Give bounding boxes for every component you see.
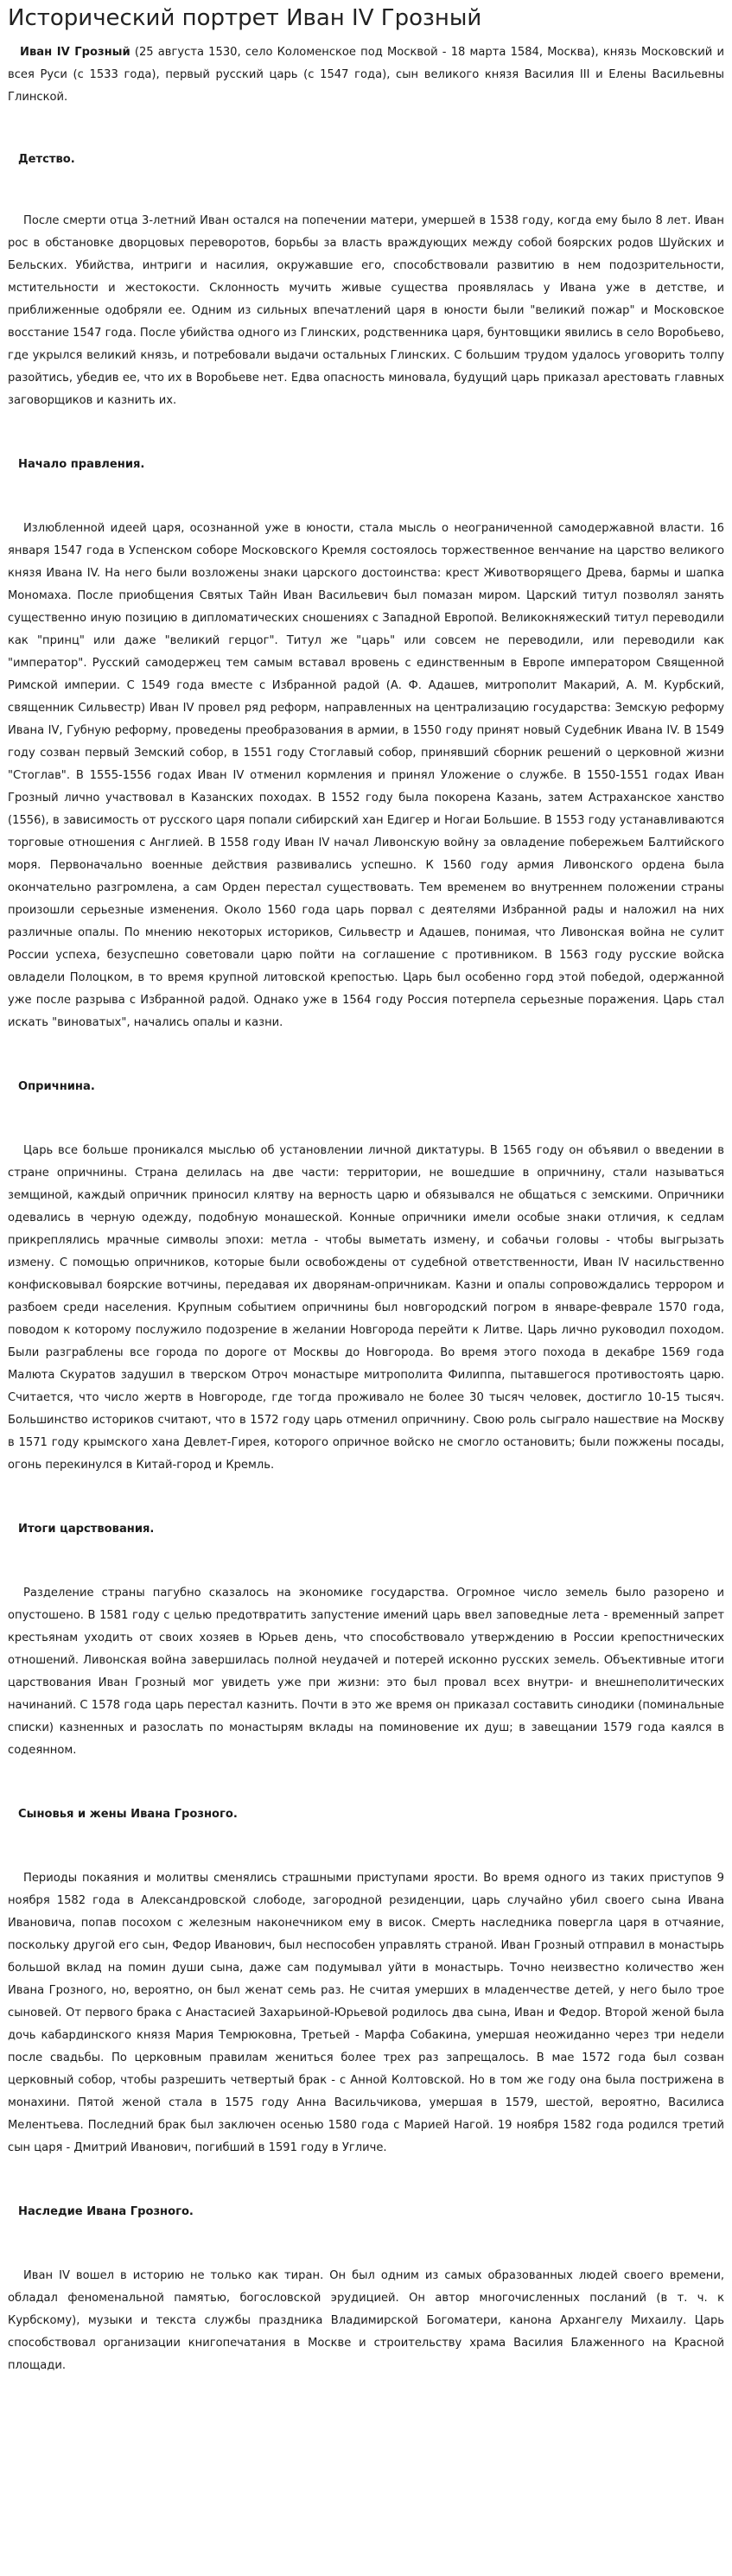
section-paragraph-oprichnina: Царь все больше проникался мыслью об установлении личной диктатуры. В 1565 году он объявил о введении в стране опричнины. Страна делилась на две части: территории, не вошедшие в опричнину, стали называться земщиной, каждый опричник приносил клятву на верность царю и обязывался не общаться с земскими. Опричники одевались в черную одежду, подобную монашеской. Конные опричники имели особые знаки отличия, к седлам прикреплялись мрачные символы эпохи: метла - чтобы выметать измену, и собачьи головы - чтобы выгрызать измену. С помощью опричников, которые были освобождены от судебной ответственности, Иван IV насильственно конфисковывал боярские вотчины, передавая их дворянам-опричникам. Казни и опалы сопровождались террором и разбоем среди населения. Крупным событием опричнины был новгородский погром в январе-феврале 1570 года, поводом к которому послужило подозрение в желании Новгорода перейти к Литве. Царь лично руководил походом. Были разграблены все города по дороге от Москвы до Новгорода. Во время этого похода в декабре 1569 года Малюта Скуратов задушил в тверском Отроч монастыре митрополита Филиппа, пытавшегося противостоять царю. Считается, что число жертв в Новгороде, где тогда проживало не более 30 тысяч человек, достигло 10-15 тысяч. Большинство историков считают, что в 1572 году царь отменил опричнину. Свою роль сыграло нашествие на Москву в 1571 году крымского хана Девлет-Гирея, которого опричное войско не смогло остановить; были пожжены посады, огонь перекинулся в Китай-город и Кремль.: [8, 1144, 724, 1472]
section-heading-results: Итоги царствования.: [18, 1523, 155, 1536]
section-paragraph-family: Периоды покаяния и молитвы сменялись страшными приступами ярости. Во время одного из таких приступов 9 ноября 1582 года в Александровской слободе, загородной резиденции, царь случайно убил своего сына Ивана Ивановича, попав посохом с железным наконечником ему в висок. Смерть наследника повергла царя в отчаяние, поскольку другой его сын, Федор Иванович, был неспособен управлять страной. Иван Грозный отправил в монастырь большой вклад на помин души сына, даже сам подумывал уйти в монастырь. Точно неизвестно количество жен Ивана Грозного, но, вероятно, он был женат семь раз. Не считая умерших в младенчестве детей, у него было трое сыновей. От первого брака с Анастасией Захарьиной-Юрьевой родилось два сына, Иван и Федор. Второй женой была дочь кабардинского князя Мария Темрюковна, Третьей - Марфа Собакина, умершая неожиданно через три недели после свадьбы. По церковным правилам жениться более трех раз запрещалось. В мае 1572 года был созван церковный собор, чтобы разрешить четвертый брак - с Анной Колтовской. Но в том же году она была пострижена в монахини. Пятой женой стала в 1575 году Анна Васильчикова, умершая в 1579, шестой, вероятно, Василиса Мелентьева. Последний брак был заключен осенью 1580 года с Марией Нагой. 19 ноября 1582 года родился третий сын царя - Дмитрий Иванович, погибший в 1591 году в Угличе.: [8, 1872, 724, 2154]
intro-paragraph: [8, 41, 724, 109]
section-heading-childhood: Детство.: [18, 153, 75, 166]
section-paragraph-childhood: После смерти отца 3-летний Иван остался на попечении матери, умершей в 1538 году, когда ему было 8 лет. Иван рос в обстановке дворцовых переворотов, борьбы за власть враждующих между собой боярских родов Шуйских и Бельских. Убийства, интриги и насилия, окружавшие его, способствовали развитию в нем подозрительности, мстительности и жестокости. Склонность мучить живые существа проявлялась у Ивана уже в детстве, и приближенные одобряли ее. Одним из сильных впечатлений царя в юности были "великий пожар" и Московское восстание 1547 года. После убийства одного из Глинских, родственника царя, бунтовщики явились в село Воробьево, где укрылся великий князь, и потребовали выдачи остальных Глинских. С большим трудом удалось уговорить толпу разойтись, убедив ее, что их в Воробьеве нет. Едва опасность миновала, будущий царь приказал арестовать главных заговорщиков и казнить их.: [8, 214, 724, 407]
section-heading-family: Сыновья и жены Ивана Грозного.: [18, 1808, 238, 1821]
section-heading-oprichnina: Опричнина.: [18, 1080, 95, 1093]
intro-name: Иван IV Грозный: [20, 46, 130, 59]
section-heading-legacy: Наследие Ивана Грозного.: [18, 2205, 194, 2218]
intro-text: (25 августа 1530, село Коломенское под Москвой - 18 марта 1584, Москва), князь Московский и всея Руси (с 1533 года), первый русский царь (с 1547 года), сын великого князя Василия III и Елены Васильевны Глинской.: [8, 46, 724, 104]
page-title: Исторический портрет Иван IV Грозный: [8, 5, 482, 31]
section-paragraph-reign-start: Излюбленной идеей царя, осознанной уже в юности, стала мысль о неограниченной самодержавной власти. 16 января 1547 года в Успенском соборе Московского Кремля состоялось торжественное венчание на царство великого князя Ивана IV. На него были возложены знаки царского достоинства: крест Животворящего Древа, бармы и шапка Мономаха. После приобщения Святых Тайн Иван Васильевич был помазан миром. Царский титул позволял занять существенно иную позицию в дипломатических сношениях с Западной Европой. Великокняжеский титул переводили как "принц" или даже "великий герцог". Титул же "царь" или совсем не переводили, или переводили как "император". Русский самодержец тем самым вставал вровень с единственным в Европе императором Священной Римской империи. С 1549 года вместе с Избранной радой (А. Ф. Адашев, митрополит Макарий, А. М. Курбский, священник Сильвестр) Иван IV провел ряд реформ, направленных на централизацию государства: Земскую реформу Ивана IV, Губную реформу, проведены преобразования в армии, в 1550 году принят новый Судебник Ивана IV. В 1549 году созван первый Земский собор, в 1551 году Стоглавый собор, принявший сборник решений о церковной жизни "Стоглав". В 1555-1556 годах Иван IV отменил кормления и принял Уложение о службе. В 1550-1551 годах Иван Грозный лично участвовал в Казанских походах. В 1552 году была покорена Казань, затем Астраханское ханство (1556), в зависимость от русского царя попали сибирский хан Едигер и Ногаи Большие. В 1553 году устанавливаются торговые отношения с Англией. В 1558 году Иван IV начал Ливонскую войну за овладение побережьем Балтийского моря. Первоначально военные действия развивались успешно. К 1560 году армия Ливонского ордена была окончательно разгромлена, а сам Орден перестал существовать. Тем временем во внутреннем положении страны произошли серьезные изменения. Около 1560 года царь порвал с деятелями Избранной рады и наложил на них различные опалы. По мнению некоторых историков, Сильвестр и Адашев, понимая, что Ливонская война не сулит России успеха, безуспешно советовали царю пойти на соглашение с противником. В 1563 году русские войска овладели Полоцком, в то время крупной литовской крепостью. Царь был особенно горд этой победой, одержанной уже после разрыва с Избранной радой. Однако уже в 1564 году Россия потерпела серьезные поражения. Царь стал искать "виноватых", начались опалы и казни.: [8, 522, 724, 1029]
section-paragraph-legacy: Иван IV вошел в историю не только как тиран. Он был одним из самых образованных людей своего времени, обладал феноменальной памятью, богословской эрудицией. Он автор многочисленных посланий (в т. ч. к Курбскому), музыки и текста службы праздника Владимирской Богоматери, канона Архангелу Михаилу. Царь способствовал организации книгопечатания в Москве и строительству храма Василия Блаженного на Красной площади.: [8, 2269, 724, 2372]
section-paragraph-results: Разделение страны пагубно сказалось на экономике государства. Огромное число земель было разорено и опустошено. В 1581 году с целью предотвратить запустение имений царь ввел заповедные лета - временный запрет крестьянам уходить от своих хозяев в Юрьев день, что способствовало утверждению в России крепостнических отношений. Ливонская война завершилась полной неудачей и потерей исконно русских земель. Объективные итоги царствования Иван Грозный мог увидеть уже при жизни: это был провал всех внутри- и внешнеполитических начинаний. С 1578 года царь перестал казнить. Почти в это же время он приказал составить синодики (поминальные списки) казненных и разослать по монастырям вклады на поминовение их душ; в завещании 1579 года каялся в содеянном.: [8, 1587, 724, 1757]
section-heading-reign-start: Начало правления.: [18, 458, 145, 471]
